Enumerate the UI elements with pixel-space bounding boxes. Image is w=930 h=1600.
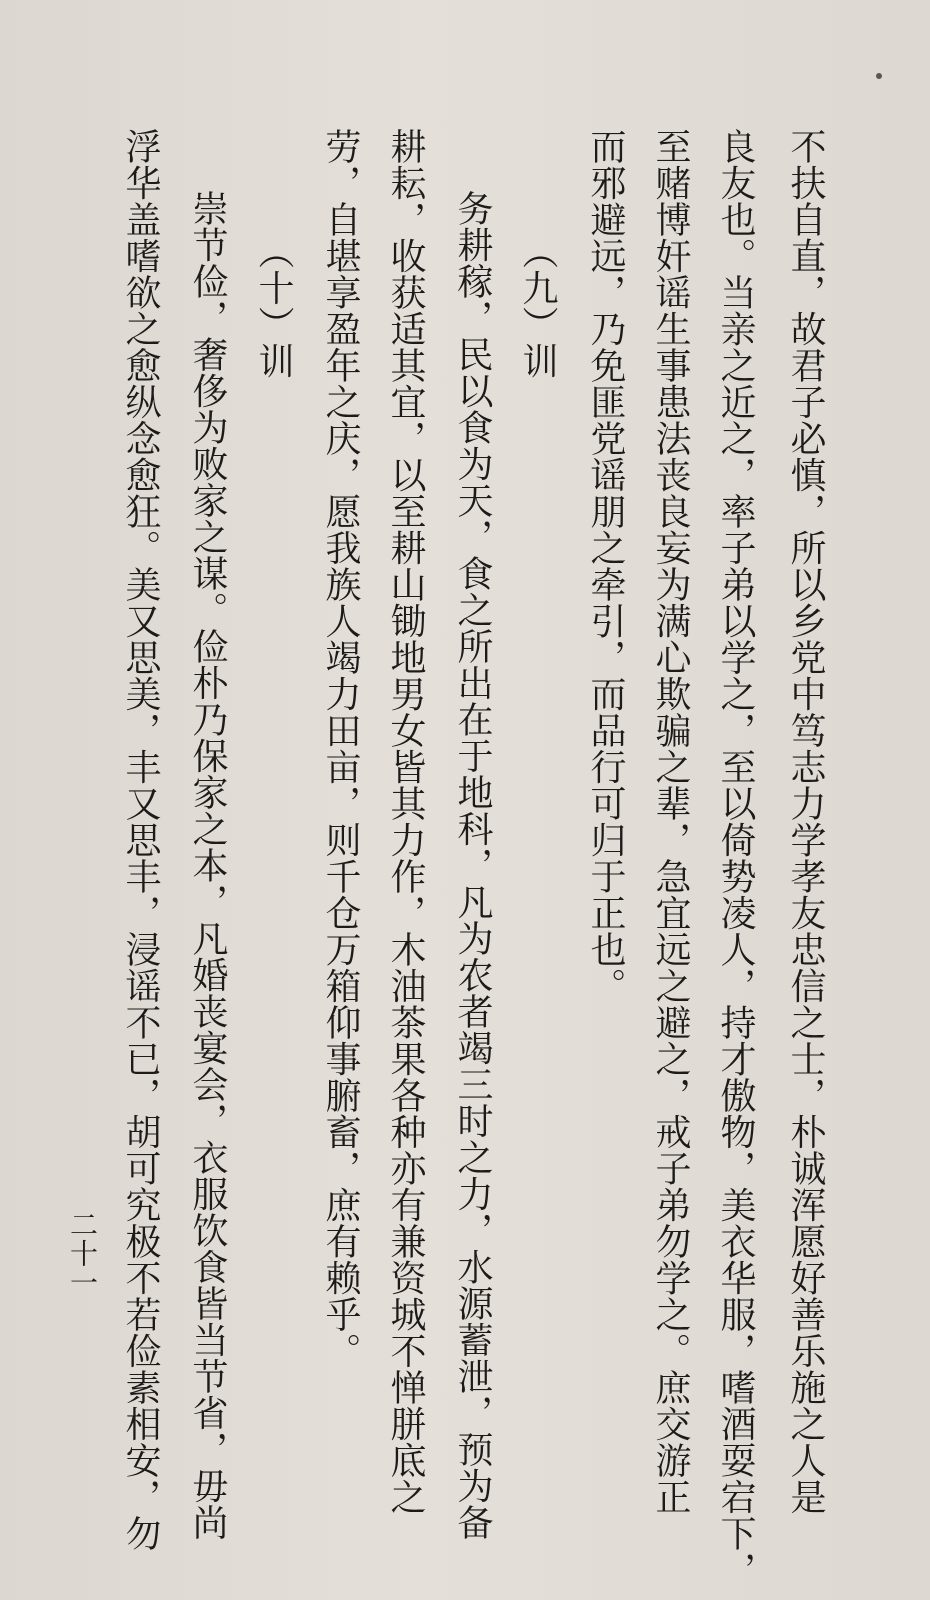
text-column-2: 良友也。当亲之近之，率子弟以学之，至以倚势凌人，持才傲物，美衣华服，嗜酒耍宕下， bbox=[715, 128, 756, 1588]
text-column-4: 而邪避远，乃免匪党谣朋之牵引，而品行可归于正也。 bbox=[585, 128, 626, 1004]
text-column-8: 劳，自堪享盈年之庆，愿我族人竭力田亩，则千仓万箱仰事腑畜，庶有赖乎。 bbox=[320, 128, 361, 1369]
text-column-11: 浮华盖嗜欲之愈纵念愈狂。美又思美，丰又思丰，浸谣不已，胡可究极不若俭素相安，勿 bbox=[120, 128, 161, 1552]
section-heading-10: （十）训 bbox=[253, 233, 294, 379]
page-number: 二十一 bbox=[66, 1210, 99, 1297]
text-column-6: 务耕稼，民以食为天，食之所出在于地科，凡为农者竭三时之力，水源蓄泄，预为备 bbox=[452, 190, 493, 1541]
paper-speck bbox=[876, 73, 882, 79]
text-column-10: 崇节俭，奢侈为败家之谋。俭朴乃保家之本，凡婚丧宴会，衣服饮食皆当节省，毋尚 bbox=[187, 190, 228, 1541]
text-column-7: 耕耘，收获适其宜，以至耕山锄地男女皆其力作，木油茶果各种亦有兼资城不惮胼底之 bbox=[385, 128, 426, 1515]
text-column-1: 不扶自直，故君子必慎，所以乡党中笃志力学孝友忠信之士，朴诚浑愿好善乐施之人是 bbox=[785, 128, 826, 1515]
section-heading-9: （九）训 bbox=[517, 233, 558, 379]
text-column-3: 至赌博奸谣生事患法丧良妄为满心欺骗之辈，急宜远之避之，戒子弟勿学之。庶交游正 bbox=[650, 128, 691, 1515]
